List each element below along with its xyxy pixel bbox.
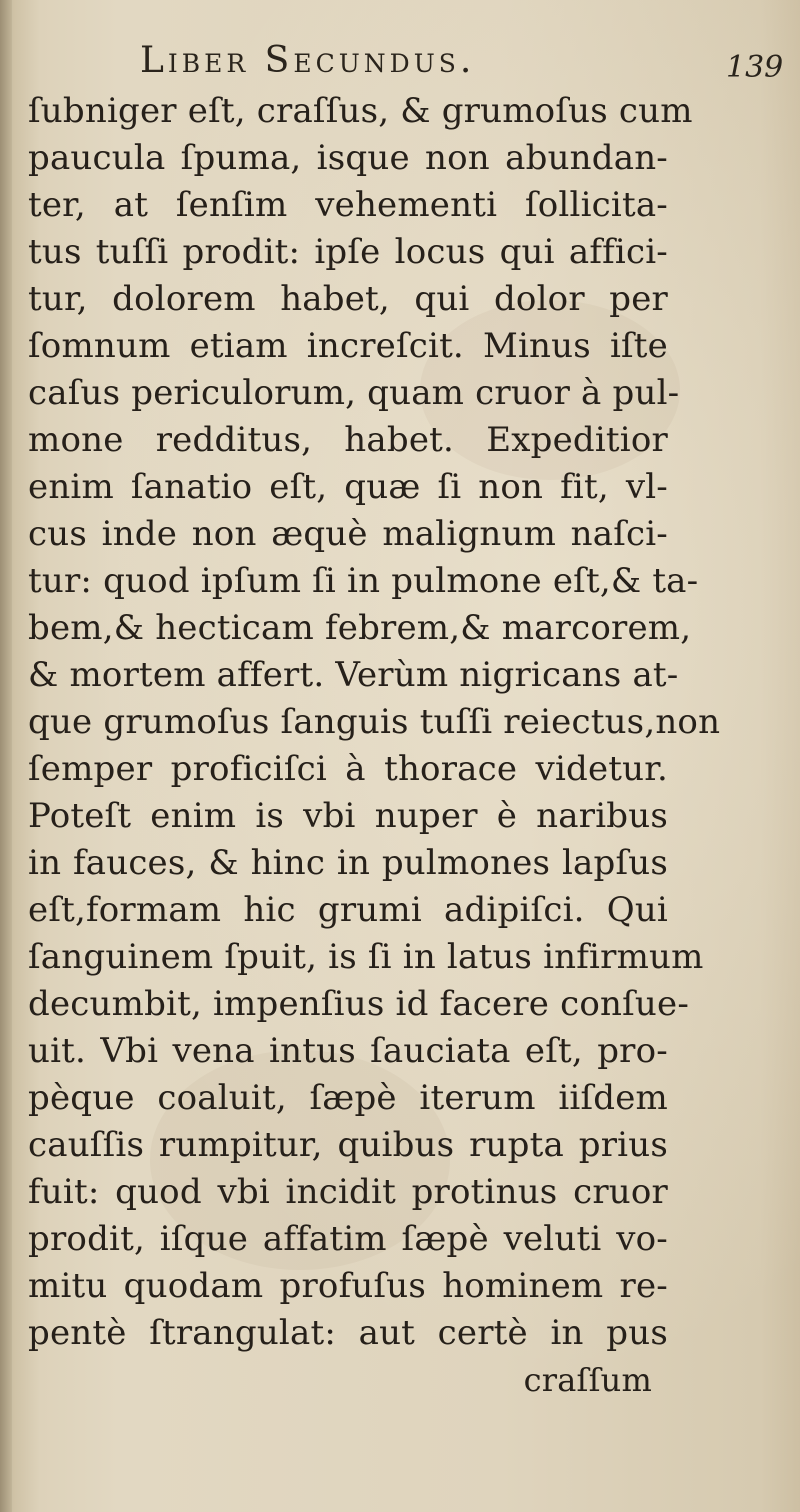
text-line: cus inde non æquè malignum naſci-	[28, 514, 668, 554]
text-line: bem,& hecticam febrem,& marcorem,	[28, 608, 692, 648]
text-line: eſt,formam hic grumi adipiſci. Qui	[28, 890, 668, 930]
page-number: 139	[726, 50, 784, 85]
text-line: uit. Vbi vena intus ſauciata eſt, pro-	[28, 1031, 668, 1071]
text-line: ſemper proficiſci à thorace videtur.	[28, 749, 668, 789]
text-line: paucula ſpuma, isque non abundan-	[28, 138, 668, 178]
text-line: Poteſt enim is vbi nuper è naribus	[28, 796, 668, 836]
text-line: mone redditus, habet. Expeditior	[28, 420, 668, 460]
catchword: craſſum	[523, 1361, 652, 1399]
body-text	[28, 88, 721, 1404]
text-line: mitu quodam profuſus hominem re-	[28, 1266, 668, 1306]
text-line: ſubniger eſt, craſſus, & grumoſus cum	[28, 91, 693, 131]
text-line: tur: quod ipſum ſi in pulmone eſt,& ta-	[28, 561, 699, 601]
text-line: cauſſis rumpitur, quibus rupta prius	[28, 1125, 668, 1165]
text-line: que grumoſus ſanguis tuſſi reiectus,non	[28, 702, 721, 742]
running-head: Liber Secundus.	[140, 40, 476, 81]
text-line: tur, dolorem habet, qui dolor per	[28, 279, 668, 319]
text-line: decumbit, impenſius id facere conſue-	[28, 984, 690, 1024]
text-line: ſanguinem ſpuit, is ſi in latus infirmum	[28, 937, 704, 977]
text-line: in fauces, & hinc in pulmones lapſus	[28, 843, 668, 883]
text-line: prodit, iſque affatim ſæpè veluti vo-	[28, 1219, 668, 1259]
text-line: ſomnum etiam increſcit. Minus iſte	[28, 326, 668, 366]
text-line: tus tuſſi prodit: ipſe locus qui affici-	[28, 232, 668, 272]
text-line: caſus periculorum, quam cruor à pul-	[28, 373, 680, 413]
text-line: enim ſanatio eſt, quæ ſi non fit, vl-	[28, 467, 668, 507]
text-line: ter, at ſenſim vehementi ſollicita-	[28, 185, 668, 225]
page-header	[0, 30, 800, 90]
text-line: pèque coaluit, ſæpè iterum iiſdem	[28, 1078, 668, 1118]
text-line: & mortem affert. Verùm nigricans at-	[28, 655, 679, 695]
text-line: fuit: quod vbi incidit protinus cruor	[28, 1172, 668, 1212]
text-line: pentè ſtrangulat: aut certè in pus	[28, 1313, 668, 1353]
page-gutter	[0, 0, 12, 1512]
